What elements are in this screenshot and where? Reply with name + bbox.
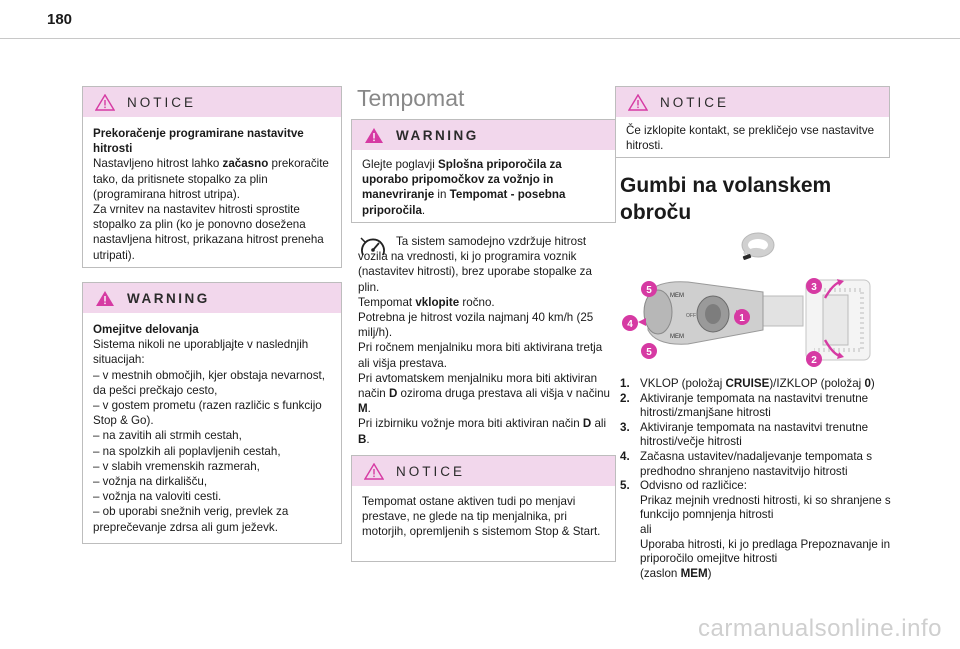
list-item: 4. Začasna ustavitev/nadaljevanje tempomata s predhodno shranjeno nastavitvijo hitrosti [620, 449, 873, 478]
description-paragraph: Ta sistem samodejno vzdržuje hitrost vozila na vrednosti, ki jo programira voznik (nastavitev hitrosti), brez uporabe stopalke za plin. [358, 235, 592, 294]
warning-label: WARNING [396, 127, 479, 143]
notice-text: Tempomat ostane aktiven tudi po menjavi prestave, ne glede na tip menjalnika, pri motorjih, opremljenih s sistemom Stop & Start. [362, 495, 601, 539]
notice-box-right [615, 86, 890, 158]
warning-item: – vožnja na dirkališču, [93, 475, 208, 489]
description-paragraph: Potrebna je hitrost vozila najmanj 40 km/h (25 milj/h). [358, 311, 594, 340]
lever-label: MEM [670, 293, 684, 299]
controls-title: Gumbi na volanskem obroču [620, 174, 832, 224]
notice-label: NOTICE [396, 463, 466, 479]
notice-header [83, 87, 341, 117]
warning-item: – na spolzkih ali poplavljenih cestah, [93, 444, 281, 458]
svg-text:5: 5 [646, 347, 652, 358]
svg-text:3: 3 [811, 282, 817, 293]
notice-label: NOTICE [660, 94, 730, 110]
notice-paragraph-2: Za vrnitev na nastavitev hitrosti sprostite stopalko za plin (ko je ponovno dosežena nastavljena hitrost, prikazana hitrost preneha utripati). [93, 203, 324, 262]
notice-title: Prekoračenje programirane nastavitve hitrosti [93, 127, 304, 156]
list-item: 2. Aktiviranje tempomata na nastavitvi trenutne hitrosti/zmanjšane hitrosti [620, 391, 869, 420]
list-item: 5. Odvisno od različice: Prikaz mejnih vrednosti hitrosti, ki so shranjene s funkcijo pomnjenja hitrosti ali Uporaba hitrosti, ki jo predlaga Prepoznavanje in priporočilo omejitve hitrosti (zaslon MEM) [620, 479, 891, 580]
warning-item: – v gostem prometu (razen različic s funkcijo Stop & Go). [93, 399, 322, 428]
lever-label: OFF [686, 313, 696, 319]
callout-2 [806, 351, 822, 367]
svg-text:5: 5 [646, 285, 652, 296]
steering-wheel-icon [735, 232, 781, 262]
warning-intro: Sistema nikoli ne uporabljajte v naslednjih situacijah: [93, 338, 309, 367]
warning-title: Omejitve delovanja [93, 323, 199, 336]
svg-text:4: 4 [627, 319, 633, 330]
warning-item: – v slabih vremenskih razmerah, [93, 459, 260, 473]
description-paragraph: Pri izbirniku vožnje mora biti aktiviran način D ali B. [358, 417, 607, 446]
warning-item: – v mestnih območjih, kjer obstaja nevarnost, da pešci prečkajo cesto, [93, 368, 325, 397]
warning-triangle-icon [628, 94, 648, 111]
notice-text: Če izklopite kontakt, se prekličejo vse nastavitve hitrosti. [626, 124, 875, 153]
notice-paragraph-1: Nastavljeno hitrost lahko začasno prekoračite tako, da pritisnete stopalko za plin (programirana hitrost utripa). [93, 157, 329, 201]
notice-box-left [82, 86, 342, 268]
notice-box-middle [351, 455, 616, 562]
callout-5-bottom [641, 343, 657, 359]
warning-text: Glejte poglavji Splošna priporočila za uporabo pripomočkov za vožnjo in manevriranje in Tempomat - posebna priporočila. [362, 158, 566, 217]
warning-header [352, 120, 615, 150]
warning-triangle-icon [364, 463, 384, 480]
lever-label: MEM [670, 334, 684, 340]
callout-1 [734, 309, 750, 325]
cruise-control-stalk-diagram [618, 270, 898, 370]
description-paragraph: Pri ročnem menjalniku mora biti aktivirana tretja ali višja prestava. [358, 341, 603, 370]
list-item: 1. VKLOP (položaj CRUISE)/IZKLOP (položaj 0) [620, 377, 875, 390]
header-divider [0, 38, 960, 39]
warning-label: WARNING [127, 290, 210, 306]
warning-item: – ob uporabi snežnih verig, prevlek za preprečevanje zdrsa ali gum ježevk. [93, 505, 289, 534]
watermark: carmanualsonline.info [698, 615, 942, 642]
warning-triangle-icon [364, 127, 384, 144]
cruise-description [358, 234, 612, 447]
warning-box-middle [351, 119, 616, 223]
section-title: Tempomat [357, 85, 465, 111]
controls-list [620, 377, 895, 581]
warning-item: – vožnja na valoviti cesti. [93, 490, 222, 504]
description-paragraph: Pri avtomatskem menjalniku mora biti aktiviran način D oziroma druga prestava ali višja v načinu M. [358, 371, 610, 416]
svg-text:2: 2 [811, 355, 817, 366]
warning-header [83, 283, 341, 313]
list-item: 3. Aktiviranje tempomata na nastavitvi trenutne hitrosti/večje hitrosti [620, 420, 869, 449]
warning-item: – na zavitih ali strmih cestah, [93, 429, 242, 443]
callout-4 [622, 315, 638, 331]
warning-triangle-icon [95, 290, 115, 307]
notice-header [352, 456, 615, 486]
warning-box-left [82, 282, 342, 544]
notice-header [616, 87, 889, 117]
warning-triangle-icon [95, 94, 115, 111]
callout-3 [806, 278, 822, 294]
page-number: 180 [47, 11, 73, 28]
notice-label: NOTICE [127, 94, 197, 110]
description-paragraph: Tempomat vklopite ročno. [358, 295, 495, 309]
svg-text:1: 1 [739, 313, 745, 324]
callout-5-top [641, 281, 657, 297]
